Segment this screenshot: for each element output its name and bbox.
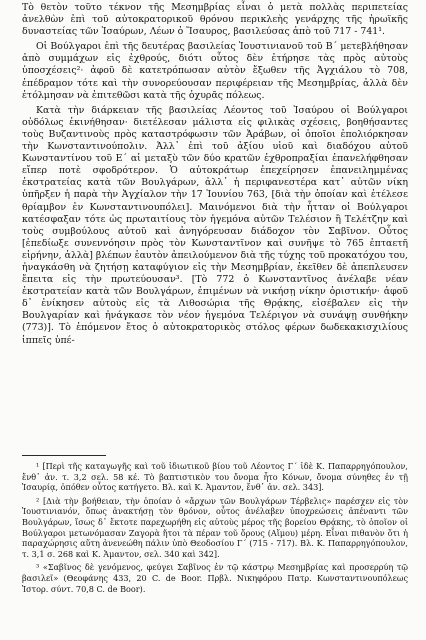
footnotes	[22, 461, 408, 594]
footnote-1: ¹ [Περὶ τῆς καταγωγῆς καὶ τοῦ ἰδιωτικοῦ βίου τοῦ Λέοντος Γ΄ ἰδὲ Κ. Παπαρρηγόπουλον, ἔνθ᾿ ἀν. τ. 3,2 σελ. 58 κέ. Τὸ βαπτιστικὸν του ὄνομα ἦτο Κόνων, ὄνομα σύνηθες ἐν τῇ Ἰσαυρίᾳ, ὁπόθεν οὗτος κατήγετο. Βλ. καὶ Κ. Ἀμαντον, ἔνθ᾿ ἀν. σελ. 343].	[22, 461, 408, 493]
footnote-2: ² [Διὰ τὴν βοήθειαν, τὴν ὁποίαν ὁ «ἄρχων τῶν Βουλγάρων Τέρβελις» παρέσχεν εἰς τὸν Ἰουστινιανόν, ὅπως ἀνακτήσῃ τὸν θρόνον, οὗτος ἀνέλαβεν ὑποχρεώσεις ἀπέναντι τῶν Βουλγάρων, ἴσως δ᾿ ἔκτοτε παρεχωρήθη εἰς αὐτοὺς μέρος τῆς βορείου Θρᾴκης, τὸ ὁποῖον οἱ Βούλγαροι μετωνόμασαν Ζαγορὰ ἤτοι τὰ πέραν τοῦ ὄρους (Αἵμου) μέρη. Εἶναι πιθανὸν ὅτι ἡ παραχώρησις αὕτη ἀνενεώθη πάλιν ὑπὸ Θεοδοσίου Γ΄ (715 - 717). Βλ. Κ. Παπαρρηγόπουλον, τ. 3,1 σ. 268 καὶ Κ. Ἀμαντον, σελ. 340 καὶ 342].	[22, 495, 408, 559]
paragraph-3: Κατὰ τὴν διάρκειαν τῆς βασιλείας Λέοντος τοῦ Ἰσαύρου οἱ Βούλγαροι οὐδόλως ἐκινήθησαν· διετέλεσαν μάλιστα εἰς φιλικὰς σχέσεις, βοηθήσαντες τοὺς Βυζαντινοὺς πρὸς καταστρόφωσιν τῶν Ἀράβων, οἱ ὁποῖοι ἐπολιόρκησαν τὴν Κωνσταντινούπολιν. Ἀλλ᾿ ἐπὶ τοῦ ἀξίου υἱοῦ καὶ διαδόχου αὐτοῦ Κωνσταντίνου τοῦ Ε΄ αἱ μεταξὺ τῶν δύο κρατῶν ἐχθροπραξίαι ἐπανελήφθησαν εἴπερ ποτὲ σφοδρότερον. Ὁ αὐτοκράτωρ ἐπεχείρησεν ἐπανειλημμένας ἐκστρατείας κατὰ τῶν Βουλγάρων, ἀλλ᾿ ἡ περιφανεστέρα κατ᾿ αὐτῶν νίκη ὑπῆρξεν ἡ παρὰ τὴν Ἀγχίαλον τὴν 17 Ἰουνίου 763, [διὰ τὴν ὁποίαν καὶ ἐτέλεσε θρίαμβον ἐν Κωνσταντινουπόλει]. Μαινόμενοι διὰ τὴν ἧτταν οἱ Βούλγαροι κατέσφαξαν τότε ὡς πρωταιτίους τὸν ἡγεμόνα αὐτῶν Τελέσιον ἢ Τελέτζην καὶ τοὺς συμβούλους αὐτοῦ καὶ ἀνηγόρευσαν διάδοχον τὸν Σαβῖνον. Οὗτος [ἐπεδίωξε συνεννόησιν πρὸς τὸν Κωνσταντῖνον καὶ συνῆψε τὸ 765 ἐπταετῆ εἰρήνην, ἀλλὰ] βλέπων ἑαυτὸν ἀπειλούμενον διὰ τῆς τύχης τοῦ προκατόχου του, ἠναγκάσθη νὰ ζητήσῃ καταφύγιον εἰς τὴν Μεσημβρίαν, ἐκεῖθεν δὲ ἀπεπλευσεν ἔπειτα εἰς τὴν πρωτεύουσαν³. [Τὸ 772 ὁ Κωνσταντῖνος ἀνέλαβε νέαν ἐκστρατείαν κατὰ τῶν Βουλγάρων, ἐπιμένων νὰ νικήσῃ νίκην ὁριστικήν· ἀφοῦ δ᾿ ἐνίκησεν αὐτοὺς εἰς τὰ Λιθοσώρια τῆς Θρᾴκης, εἰσέβαλεν εἰς τὴν Βουλγαρίαν καὶ ἠνάγκασε τὸν νέον ἡγεμόνα Τελέριγον νὰ συνάψῃ συνθήκην (773)]. Τὸ ἑπόμενον ἔτος ὁ αὐτοκρατορικὸς στόλος φέρων δωδεκακισχιλίους ἱππεῖς ὑπέ-	[22, 104, 408, 346]
paragraph-1: Τὸ θετὸν τοῦτο τέκνον τῆς Μεσημβρίας εἶναι ὁ μετὰ πολλὰς περιπετείας ἀνελθὼν ἐπὶ τοῦ αὐτοκρατορικοῦ θρόνου περικλεὴς γενάρχης τῆς ἡρωϊκῆς δυναστείας τῶν Ἰσαύρων, Λέων ὁ Ἴσαυρος, βασιλεύσας ἀπὸ τοῦ 717 - 741¹.	[22, 2, 408, 38]
footnote-divider	[22, 455, 106, 456]
footnote-3: ³ «Σαβῖνος δὲ γενόμενος, φεύγει Σαβῖνος ἐν τῷ κάστρῳ Μεσημβρίας καὶ προσερρύη τῷ βασιλεῖ» (Θεοφάνης 433, 20 C. de Boor. Πρβλ. Νικηφόρου Πατρ. Κωνσταντινουπόλεως Ἱστορ. σύντ. 70,8 C. de Boor).	[22, 562, 408, 594]
paragraph-2: Οἱ Βούλγαροι ἐπὶ τῆς δευτέρας βασιλείας Ἰουστινιανοῦ τοῦ Β΄ μετεβλήθησαν ἀπὸ συμμάχων εἰς ἐχθρούς, διότι οὗτος δὲν ἐτήρησε τὰς πρὸς αὐτοὺς ὑποσχέσεις²· ἀφοῦ δὲ κατετρόπωσαν αὐτὸν ἔξωθεν τῆς Ἀγχιάλου τὸ 708, ἐπέδραμον τότε καὶ τὴν συνορεύουσαν περιφέρειαν τῆς Μεσημβρίας, ἀλλὰ δὲν ἐτόλμησαν νὰ ἐπιτεθῶσι κατὰ τῆς ὀχυρᾶς πόλεως.	[22, 41, 408, 101]
main-text	[22, 2, 408, 347]
